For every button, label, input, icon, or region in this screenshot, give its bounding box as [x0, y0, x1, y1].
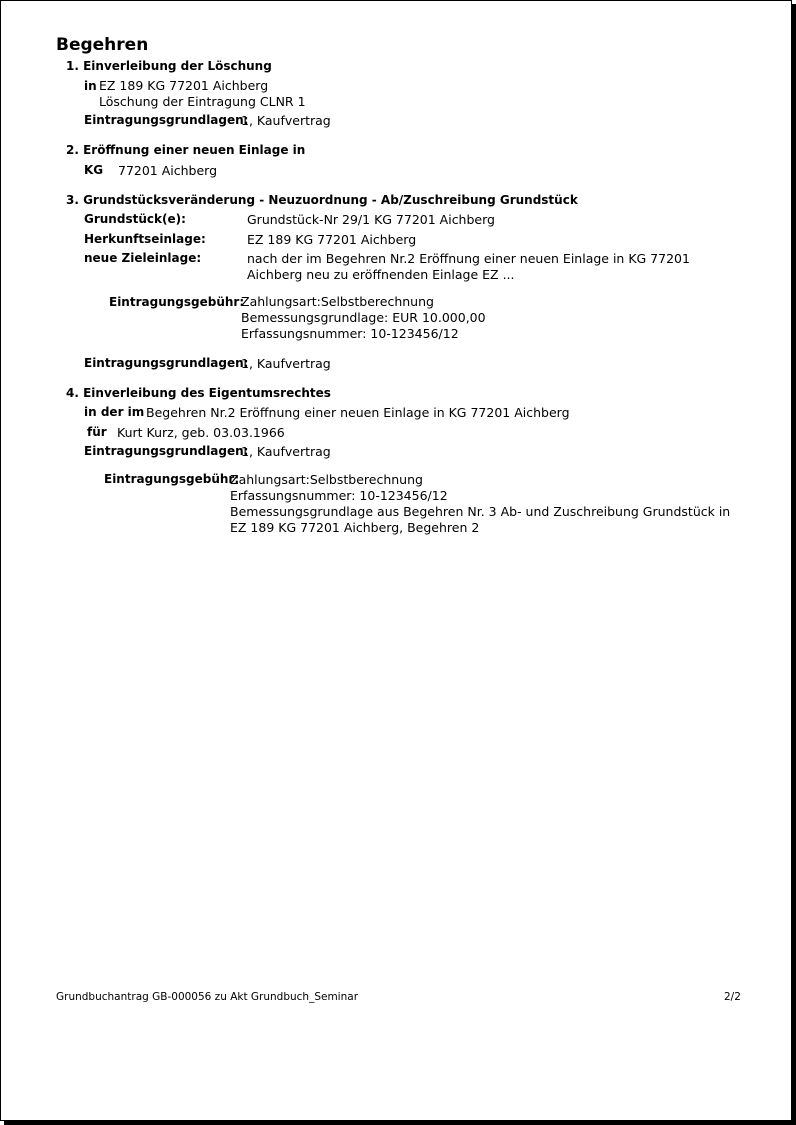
herkunft-label: Herkunftseinlage: [84, 232, 206, 246]
deletion-entry: Löschung der Eintragung CLNR 1 [99, 94, 306, 109]
gebuehr-label: Eintragungsgebühr: [104, 472, 240, 486]
kg-value: 77201 Aichberg [118, 163, 218, 178]
section-heading: 1. Einverleibung der Löschung [66, 59, 272, 73]
grundlagen-label: Eintragungsgrundlagen: [84, 356, 249, 370]
herkunft-value: EZ 189 KG 77201 Aichberg [247, 232, 417, 247]
grundstueck-value: Grundstück-Nr 29/1 KG 77201 Aichberg [247, 212, 495, 227]
gebuehr-line: Erfassungsnummer: 10-123456/12 [241, 326, 459, 341]
grundstueck-label: Grundstück(e): [84, 212, 186, 226]
fuer-value: Kurt Kurz, geb. 03.03.1966 [117, 425, 285, 440]
ziel-value-line-1: nach der im Begehren Nr.2 Eröffnung einer neuen Einlage in KG 77201 [247, 251, 690, 266]
grundlagen-label: Eintragungsgrundlagen: [84, 444, 249, 458]
gebuehr-line: Bemessungsgrundlage: EUR 10.000,00 [241, 310, 486, 325]
section-heading: 3. Grundstücksveränderung - Neuzuordnung - Ab/Zuschreibung Grundstück [66, 193, 578, 207]
gebuehr-label: Eintragungsgebühr: [109, 295, 245, 309]
grundlagen-value: 1, Kaufvertrag [241, 444, 331, 459]
kg-label: KG [84, 163, 104, 177]
gebuehr-line: EZ 189 KG 77201 Aichberg, Begehren 2 [230, 520, 480, 535]
grundlagen-value: 1, Kaufvertrag [241, 356, 331, 371]
page-title: Begehren [56, 35, 149, 55]
inderim-value: Begehren Nr.2 Eröffnung einer neuen Einlage in KG 77201 Aichberg [146, 405, 570, 420]
page-number: 2/2 [724, 991, 741, 1003]
in-label: in [84, 79, 97, 93]
section-heading: 4. Einverleibung des Eigentumsrechtes [66, 386, 331, 400]
inderim-label: in der im [84, 405, 145, 419]
ziel-value-line-2: Aichberg neu zu eröffnenden Einlage EZ ... [247, 267, 515, 282]
footer-text: Grundbuchantrag GB-000056 zu Akt Grundbuch_Seminar [56, 991, 359, 1003]
gebuehr-line: Bemessungsgrundlage aus Begehren Nr. 3 Ab- und Zuschreibung Grundstück in [230, 504, 731, 519]
in-value: EZ 189 KG 77201 Aichberg [99, 78, 269, 93]
fuer-label: für [87, 425, 107, 439]
gebuehr-line: Zahlungsart:Selbstberechnung [241, 294, 434, 309]
grundlagen-label: Eintragungsgrundlagen: [84, 113, 249, 127]
ziel-label: neue Zieleinlage: [84, 251, 202, 265]
grundlagen-value: 1, Kaufvertrag [241, 113, 331, 128]
gebuehr-line: Zahlungsart:Selbstberechnung [230, 472, 423, 487]
gebuehr-line: Erfassungsnummer: 10-123456/12 [230, 488, 448, 503]
section-heading: 2. Eröffnung einer neuen Einlage in [66, 143, 306, 157]
